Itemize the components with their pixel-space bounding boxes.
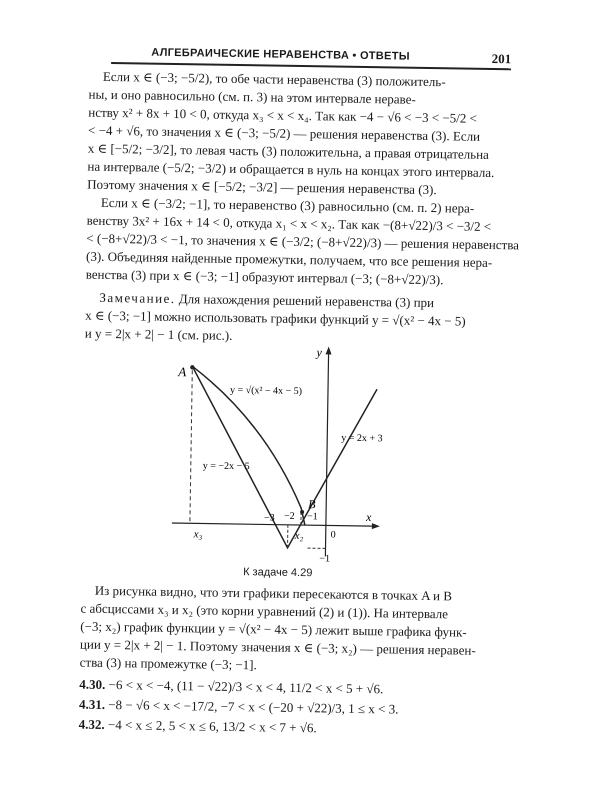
text-line: на интервале (−5/2; −3/2) и обращается в нуль на концах этого интервала.	[87, 159, 494, 181]
y-axis	[325, 354, 328, 556]
text-line: Из рисунка видно, что эти графики пересекаются в точках A и B	[95, 583, 452, 605]
text-line: (−3; x₂) график функции y = √(x² − 4x − 5) лежит выше графика функ-	[80, 619, 467, 641]
running-header	[111, 43, 511, 69]
text-line: Если x ∈ (−3/2; −1], то неравенство (3) равносильно (см. п. 2) нера-	[101, 195, 474, 217]
text-line: нству x² + 8x + 10 < 0, откуда x₃ < x < x₄. Так как −4 − √6 < −3 < −5/2 <	[88, 105, 477, 127]
text-line: венству 3x² + 16x + 14 < 0, откуда x₁ < x < x₂. Так как −(8+√22)/3 < −3/2 <	[87, 213, 492, 235]
y-axis-arrow	[326, 346, 332, 354]
answer-row	[79, 677, 383, 698]
answer-number: 4.31.	[79, 697, 105, 712]
answers	[6, 0, 600, 5]
label-curve-sqrt: y = √(x² − 4x − 5)	[230, 385, 302, 397]
figure-graph	[167, 340, 390, 565]
dashed-from-a	[190, 370, 192, 523]
text-line: Поэтому значения x ∈ [−5/2; −3/2] — решения неравенства (3).	[87, 177, 437, 198]
label-a: A	[177, 364, 186, 379]
label-y-axis: y	[315, 345, 322, 359]
figure-caption: К задаче 4.29	[243, 566, 312, 579]
header-rule	[111, 62, 511, 70]
body-text	[6, 0, 600, 5]
text-line: венства (3) при x ∈ (−3; −1] образуют интервал (−3; (−8+√22)/3).	[86, 267, 444, 289]
answer-row	[79, 717, 317, 737]
note-line: и y = 2|x + 2| − 1 (см. рис.).	[85, 326, 233, 344]
tick-label-0: 0	[331, 530, 336, 541]
label-line-left: y = −2x − 5	[203, 460, 250, 472]
tick-label-m3: −3	[264, 512, 275, 523]
text-line: ства (3) на промежутке (−3; −1].	[80, 655, 257, 674]
answer-text: −8 − √6 < x < −17/2, −7 < x < (−20 + √22)/3, 1 ≤ x < 3.	[108, 697, 398, 717]
text-line: с абсциссами x₃ и x₂ (это корни уравнений (2) и (1)). На интервале	[80, 601, 448, 623]
label-line-right: y = 2x + 3	[341, 433, 382, 445]
text-line: < −4 + √6, то значения x ∈ (−3; −5/2) — решения неравенства (3). Если	[88, 123, 480, 145]
label-x-axis: x	[365, 510, 372, 524]
answer-text: −6 < x < −4, (11 − √22)/3 < x < 4, 11/2 < x < 5 + √6.	[108, 677, 383, 696]
tick-label-y-m1: −1	[319, 553, 330, 564]
note-line: x ∈ (−3; −1] можно использовать графики функций y = √(x² − 4x − 5)	[85, 308, 466, 330]
x-axis-arrow	[372, 523, 380, 529]
note-heading: Замечание.	[99, 290, 175, 306]
header-title: АЛГЕБРАИЧЕСКИЕ НЕРАВЕНСТВА • ОТВЕТЫ	[151, 47, 410, 63]
tick-label-x2: x₂	[294, 530, 304, 542]
answer-number: 4.32.	[79, 717, 105, 732]
after-text	[6, 0, 600, 5]
text-line: Если x ∈ (−3; −5/2), то обе части неравенства (3) положитель-	[103, 69, 446, 90]
answer-row	[79, 697, 399, 718]
text-line: ции y = 2|x + 2| − 1. Поэтому значения x ∈ (−3; x₂) — решения неравен-	[80, 637, 476, 659]
answer-text: −4 < x ≤ 2, 5 < x ≤ 6, 13/2 < x < 7 + √6.	[108, 717, 317, 735]
text-line: (3). Объединяя найденные промежутки, получаем, что все решения нера-	[86, 249, 492, 271]
label-b: B	[308, 497, 316, 511]
note-text: Для нахождения решений неравенства (3) при	[176, 291, 435, 310]
answer-number: 4.30.	[79, 677, 105, 692]
text-line: x ∈ [−5/2; −3/2], то левая часть (3) положительна, а правая отрицательна	[88, 141, 489, 163]
text-line: ны, и оно равносильно (см. п. 3) на этом интервале нераве-	[88, 87, 415, 108]
tick-label-m2: −2	[284, 511, 295, 522]
tick-label-m1: −1	[307, 511, 318, 522]
tick-label-x3: x₃	[193, 528, 203, 540]
page-number: 201	[492, 51, 512, 67]
text-line: < (−8+√22)/3 < −1, то значения x ∈ (−3/2; (−8+√22)/3) — решения неравенства	[86, 231, 519, 254]
